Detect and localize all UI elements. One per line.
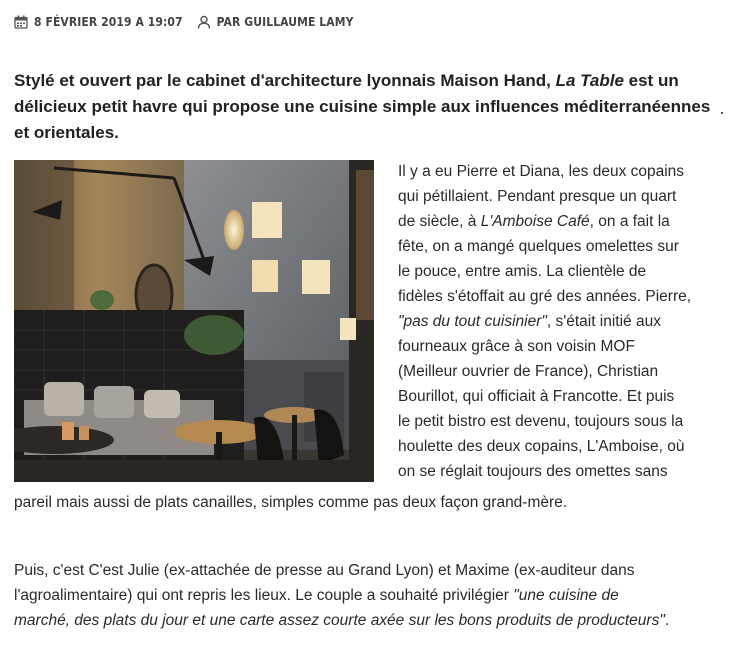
text-line: pareil mais aussi de plats canailles, simples comme pas deux façon grand-mère. (14, 494, 568, 511)
text-line (398, 309, 718, 334)
text-span: , on a fait la (589, 213, 670, 230)
text-line (14, 583, 724, 608)
text-line: le pouce, entre amis. La clientèle de (398, 263, 647, 280)
lede-text: Stylé et ouvert par le cabinet d'architecture lyonnais Maison Hand, (14, 71, 556, 90)
restaurant-photo (14, 160, 374, 482)
text-span: de siècle, à (398, 213, 481, 230)
text-line: fourneaux grâce à son voisin MOF (398, 338, 635, 355)
text-line (14, 608, 724, 633)
text-line: Puis, c'est C'est Julie (ex-attachée de presse au Grand Lyon) et Maxime (ex-auditeur dans (14, 562, 635, 579)
stray-dot (721, 112, 723, 114)
text-line: on se réglait toujours des omettes sans (398, 463, 668, 480)
quote-span: marché, des plats du jour et une carte assez courte axée sur les bons produits de producteurs" (14, 612, 665, 629)
post-date: 8 FÉVRIER 2019 A 19:07 (34, 15, 183, 29)
text-line: qui pétillaient. Pendant presque un quart (398, 188, 677, 205)
article-lede (14, 68, 714, 146)
text-span: l'agroalimentaire) qui ont repris les lieux. Le couple a souhaité privilégier (14, 587, 514, 604)
text-line: (Meilleur ouvrier de France), Christian (398, 363, 659, 380)
author-link[interactable]: PAR GUILLAUME LAMY (216, 15, 354, 29)
quote-span: "une cuisine de (513, 587, 619, 604)
paragraph-1-column (398, 159, 718, 484)
calendar-icon (14, 15, 28, 29)
text-line: houlette des deux copains, L'Amboise, où (398, 438, 685, 455)
text-line: le petit bistro est devenu, toujours sous la (398, 413, 684, 430)
user-icon (197, 15, 211, 29)
text-line: Il y a eu Pierre et Diana, les deux copains (398, 163, 685, 180)
text-span: . (664, 612, 670, 629)
post-meta (14, 12, 354, 32)
text-line: fête, on a mangé quelques omelettes sur (398, 238, 679, 255)
quote-span: "pas du tout cuisinier" (398, 313, 547, 330)
paragraph-2 (14, 558, 724, 633)
lede-text-end: est un délicieux petit havre qui propose une cuisine simple aux influences méditerranéennes et orientales. (14, 71, 711, 142)
amboise-cafe-name: L'Amboise Café (480, 213, 590, 230)
lede-restaurant-name: La Table (555, 71, 624, 90)
text-line: fidèles s'étoffait au gré des années. Pierre, (398, 288, 692, 305)
text-line: Bourillot, qui officiait à Francotte. Et puis (398, 388, 675, 405)
text-span: , s'était initié aux (546, 313, 661, 330)
text-line (398, 209, 718, 234)
restaurant-photo-illustration (14, 160, 374, 482)
